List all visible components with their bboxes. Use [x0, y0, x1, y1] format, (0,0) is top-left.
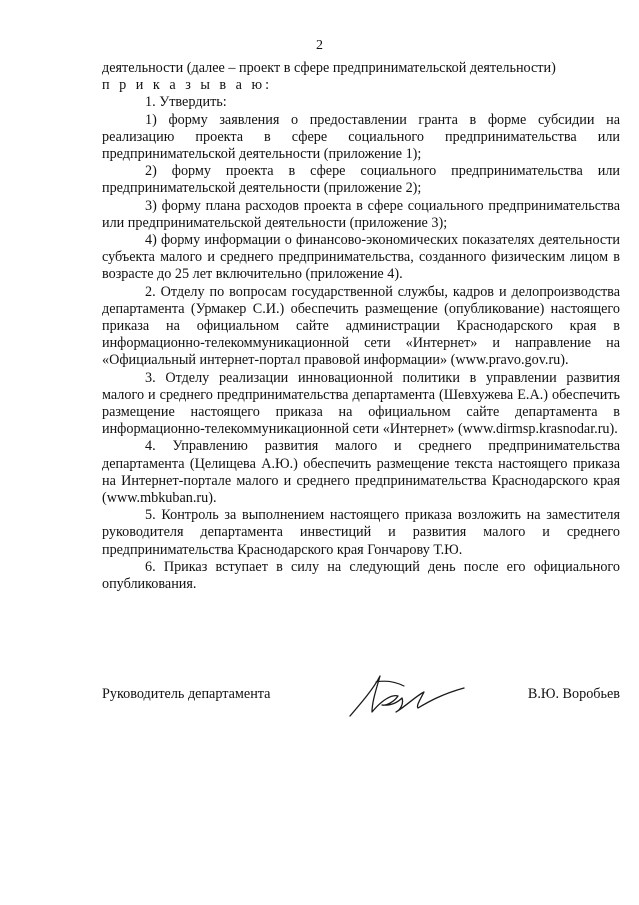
- order-keyword: п р и к а з ы в а ю:: [102, 77, 273, 94]
- paragraph-item-1: 1) форму заявления о предоставлении гранта в форме субсидии на реализацию проекта в сфере социального предпринимательства или предпринимательской деятельности (приложение 1);: [102, 111, 620, 163]
- signer-position: Руководитель департамента: [102, 686, 271, 702]
- paragraph-2: 2. Отделу по вопросам государственной службы, кадров и делопроизводства департамента (Урмакер С.И.) обеспечить размещение (опубликование) настоящего приказа на официальном сайте администрации Краснодарского края в информационно-телекоммуникационной сети «Интернет» и направление на «Официальный интернет-портал правовой информации» (www.pravo.gov.ru).: [102, 283, 620, 369]
- handwritten-signature: [342, 672, 472, 722]
- paragraph-3: 3. Отделу реализации инновационной политики в управлении развития малого и среднего предпринимательства департамента (Шевхужева Е.А.) обеспечить размещение настоящего приказа на официальном сайте департамента в информационно-телекоммуникационной сети «Интернет» (www.dirmsp.krasnodar.ru).: [102, 369, 620, 438]
- paragraph-continuation: деятельности (далее – проект в сфере предпринимательской деятельности): [102, 60, 556, 76]
- signature-block: [102, 686, 620, 736]
- paragraph-item-2: 2) форму проекта в сфере социального предпринимательства или предпринимательской деятельности (приложение 2);: [102, 163, 620, 197]
- paragraph-6: 6. Приказ вступает в силу на следующий день после его официального опубликования.: [102, 558, 620, 593]
- document-body: [102, 60, 620, 593]
- paragraph-item-3: 3) форму плана расходов проекта в сфере социального предпринимательства или предпринимательской деятельности (приложение 3);: [102, 197, 620, 231]
- page-number: 2: [316, 38, 323, 53]
- signer-name: В.Ю. Воробьев: [527, 686, 620, 702]
- paragraph-5: 5. Контроль за выполнением настоящего приказа возложить на заместителя руководителя департамента инвестиций и развития малого и среднего предпринимательства Краснодарского края Гончарову Т.Ю.: [102, 507, 620, 558]
- paragraph-4: 4. Управлению развития малого и среднего предпринимательства департамента (Целищева А.Ю.) обеспечить размещение текста настоящего приказа на Интернет-портале малого и среднего предпринимательства Краснодарского края (www.mbkuban.ru).: [102, 438, 620, 507]
- paragraph-approve: 1. Утвердить:: [145, 94, 227, 111]
- paragraph-item-4: 4) форму информации о финансово-экономических показателях деятельности субъекта малого и среднего предпринимательства, созданного физическим лицом в возрасте до 25 лет включительно (приложение 4).: [102, 232, 620, 283]
